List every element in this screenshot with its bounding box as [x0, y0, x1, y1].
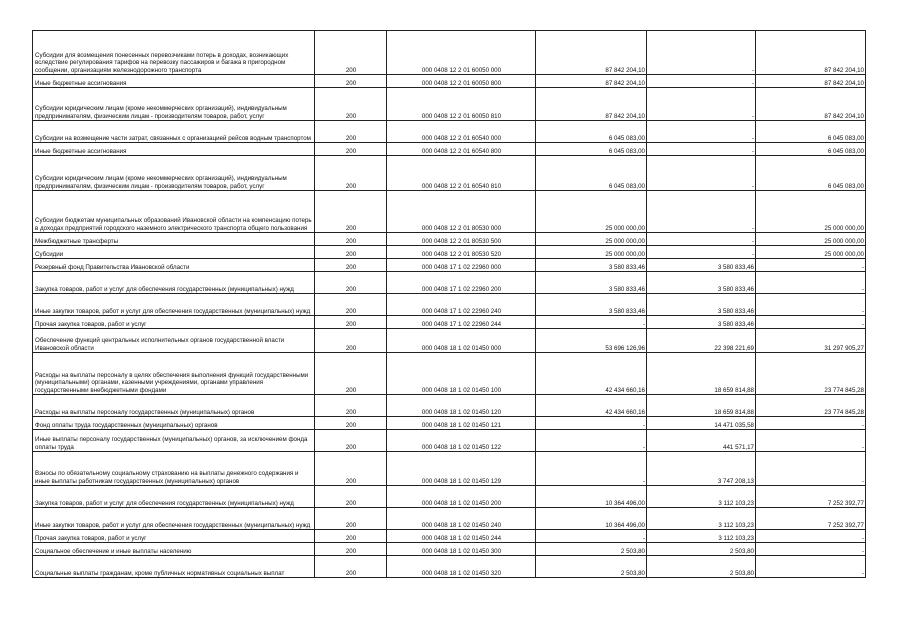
row-budget-code: 000 0408 18 1 02 01450 120 [387, 395, 536, 417]
table-row [33, 272, 866, 294]
table-row [33, 395, 866, 417]
row-budget-code: 000 0408 12 2 01 80530 500 [387, 233, 536, 246]
row-unexecuted: 6 045 083,00 [756, 143, 866, 156]
row-admin-code: 200 [315, 395, 387, 417]
row-executed: 3 580 833,46 [647, 294, 756, 316]
table-row [33, 88, 866, 121]
row-approved: 25 000 000,00 [536, 233, 647, 246]
table-row [33, 75, 866, 88]
row-approved: 25 000 000,00 [536, 191, 647, 233]
row-unexecuted: - [756, 452, 866, 486]
row-unexecuted: 23 774 845,28 [756, 395, 866, 417]
row-unexecuted: - [756, 272, 866, 294]
table-row [33, 417, 866, 430]
row-executed: 3 112 103,23 [647, 530, 756, 543]
row-name: Расходы на выплаты персоналу государственных (муниципальных) органов [33, 395, 315, 417]
row-admin-code: 200 [315, 430, 387, 452]
row-unexecuted: 23 774 845,28 [756, 353, 866, 395]
row-budget-code: 000 0408 18 1 02 01450 122 [387, 430, 536, 452]
row-admin-code: 200 [315, 294, 387, 316]
table-row [33, 452, 866, 486]
row-unexecuted: 7 252 392,77 [756, 486, 866, 508]
row-unexecuted: - [756, 259, 866, 272]
row-admin-code: 200 [315, 259, 387, 272]
row-name: Резервный фонд Правительства Ивановской области [33, 259, 315, 272]
row-executed: 3 747 208,13 [647, 452, 756, 486]
row-name: Субсидии [33, 246, 315, 259]
table-row [33, 31, 866, 75]
row-executed: - [647, 75, 756, 88]
table-row [33, 191, 866, 233]
row-approved: - [536, 530, 647, 543]
row-executed: 3 112 103,23 [647, 486, 756, 508]
row-approved: 2 503,80 [536, 556, 647, 578]
row-approved: - [536, 452, 647, 486]
row-unexecuted: - [756, 556, 866, 578]
row-budget-code: 000 0408 17 1 02 22960 200 [387, 272, 536, 294]
row-executed: - [647, 31, 756, 75]
row-budget-code: 000 0408 18 1 02 01450 129 [387, 452, 536, 486]
row-executed: 3 580 833,46 [647, 259, 756, 272]
row-name: Иные бюджетные ассигнования [33, 143, 315, 156]
row-name: Социальное обеспечение и иные выплаты населению [33, 543, 315, 556]
row-budget-code: 000 0408 18 1 02 01450 320 [387, 556, 536, 578]
row-name: Прочая закупка товаров, работ и услуг [33, 530, 315, 543]
table-row [33, 353, 866, 395]
row-executed: - [647, 88, 756, 121]
row-executed: 18 659 814,88 [647, 353, 756, 395]
row-budget-code: 000 0408 18 1 02 01450 244 [387, 530, 536, 543]
table-row [33, 530, 866, 543]
row-unexecuted: - [756, 294, 866, 316]
row-unexecuted: - [756, 530, 866, 543]
row-admin-code: 200 [315, 543, 387, 556]
row-name: Субсидии юридическим лицам (кроме некоммерческих организаций), индивидуальным предпринимателям, физическим лицам - производителям товаров, работ, услуг [33, 88, 315, 121]
table-row [33, 121, 866, 143]
row-unexecuted: - [756, 430, 866, 452]
row-unexecuted: 87 842 204,10 [756, 75, 866, 88]
table-row [33, 508, 866, 530]
table-row [33, 430, 866, 452]
row-admin-code: 200 [315, 143, 387, 156]
row-admin-code: 200 [315, 191, 387, 233]
table-row [33, 543, 866, 556]
row-executed: 2 503,80 [647, 556, 756, 578]
row-executed: 22 398 221,69 [647, 329, 756, 353]
row-unexecuted: 6 045 083,00 [756, 156, 866, 191]
row-approved: 42 434 660,16 [536, 353, 647, 395]
row-admin-code: 200 [315, 233, 387, 246]
row-unexecuted: 25 000 000,00 [756, 233, 866, 246]
row-budget-code: 000 0408 17 1 02 22960 240 [387, 294, 536, 316]
budget-execution-table [32, 30, 866, 578]
table-row [33, 486, 866, 508]
row-admin-code: 200 [315, 121, 387, 143]
table-row [33, 556, 866, 578]
row-approved: 10 364 496,00 [536, 486, 647, 508]
row-executed: - [647, 191, 756, 233]
row-unexecuted: - [756, 543, 866, 556]
row-admin-code: 200 [315, 75, 387, 88]
row-budget-code: 000 0408 18 1 02 01450 121 [387, 417, 536, 430]
row-budget-code: 000 0408 12 2 01 60050 810 [387, 88, 536, 121]
row-name: Иные закупки товаров, работ и услуг для обеспечения государственных (муниципальных) нужд [33, 294, 315, 316]
row-budget-code: 000 0408 12 2 01 60050 000 [387, 31, 536, 75]
row-approved: 6 045 083,00 [536, 121, 647, 143]
row-approved: 3 580 833,46 [536, 272, 647, 294]
row-name: Фонд оплаты труда государственных (муниципальных) органов [33, 417, 315, 430]
row-approved: 6 045 083,00 [536, 156, 647, 191]
row-budget-code: 000 0408 12 2 01 60540 000 [387, 121, 536, 143]
row-admin-code: 200 [315, 316, 387, 329]
row-name: Межбюджетные трансферты [33, 233, 315, 246]
row-name: Субсидии на возмещение части затрат, связанных с организацией рейсов водным транспортом [33, 121, 315, 143]
row-budget-code: 000 0408 17 1 02 22960 000 [387, 259, 536, 272]
row-admin-code: 200 [315, 31, 387, 75]
row-admin-code: 200 [315, 556, 387, 578]
row-name: Субсидии для возмещения понесенных перевозчиками потерь в доходах, возникающих вследствие регулирования тарифов на перевозку пассажиров и багажа в пригородном сообщении, организациям железнодорожного транспорта [33, 31, 315, 75]
table-row [33, 246, 866, 259]
row-admin-code: 200 [315, 486, 387, 508]
row-unexecuted: - [756, 316, 866, 329]
row-admin-code: 200 [315, 329, 387, 353]
row-name: Социальные выплаты гражданам, кроме публичных нормативных социальных выплат [33, 556, 315, 578]
row-name: Иные закупки товаров, работ и услуг для обеспечения государственных (муниципальных) нужд [33, 508, 315, 530]
row-name: Обеспечение функций центральных исполнительных органов государственной власти Ивановской области [33, 329, 315, 353]
row-budget-code: 000 0408 18 1 02 01450 000 [387, 329, 536, 353]
row-admin-code: 200 [315, 508, 387, 530]
row-admin-code: 200 [315, 156, 387, 191]
row-unexecuted: 25 000 000,00 [756, 191, 866, 233]
row-budget-code: 000 0408 12 2 01 80530 000 [387, 191, 536, 233]
row-name: Иные выплаты персоналу государственных (муниципальных) органов, за исключением фонда оплаты труда [33, 430, 315, 452]
row-name: Закупка товаров, работ и услуг для обеспечения государственных (муниципальных) нужд [33, 272, 315, 294]
row-unexecuted: 87 842 204,10 [756, 31, 866, 75]
row-unexecuted: 31 297 905,27 [756, 329, 866, 353]
row-name: Расходы на выплаты персоналу в целях обеспечения выполнения функций государственными (муниципальными) органами, казенными учреждениями, органами управления государственными внебюджетными фондами [33, 353, 315, 395]
row-approved: 25 000 000,00 [536, 246, 647, 259]
row-admin-code: 200 [315, 353, 387, 395]
row-admin-code: 200 [315, 88, 387, 121]
row-admin-code: 200 [315, 272, 387, 294]
row-approved: 3 580 833,46 [536, 259, 647, 272]
row-name: Прочая закупка товаров, работ и услуг [33, 316, 315, 329]
row-executed: - [647, 233, 756, 246]
table-row [33, 329, 866, 353]
row-executed: 3 112 103,23 [647, 508, 756, 530]
row-executed: 3 580 833,46 [647, 316, 756, 329]
row-approved: 2 503,80 [536, 543, 647, 556]
row-approved: 87 842 204,10 [536, 88, 647, 121]
row-executed: - [647, 143, 756, 156]
row-unexecuted: - [756, 417, 866, 430]
row-name: Закупка товаров, работ и услуг для обеспечения государственных (муниципальных) нужд [33, 486, 315, 508]
table-row [33, 316, 866, 329]
table-row [33, 143, 866, 156]
row-budget-code: 000 0408 18 1 02 01450 200 [387, 486, 536, 508]
row-approved: 87 842 204,10 [536, 75, 647, 88]
row-executed: 18 659 814,88 [647, 395, 756, 417]
row-approved: 10 364 496,00 [536, 508, 647, 530]
row-admin-code: 200 [315, 530, 387, 543]
row-approved: - [536, 316, 647, 329]
row-budget-code: 000 0408 12 2 01 60050 800 [387, 75, 536, 88]
row-admin-code: 200 [315, 417, 387, 430]
row-admin-code: 200 [315, 452, 387, 486]
row-approved: - [536, 417, 647, 430]
row-unexecuted: 87 842 204,10 [756, 88, 866, 121]
row-executed: 14 471 035,58 [647, 417, 756, 430]
row-budget-code: 000 0408 18 1 02 01450 300 [387, 543, 536, 556]
row-approved: 6 045 083,00 [536, 143, 647, 156]
row-approved: 53 696 126,96 [536, 329, 647, 353]
row-executed: 2 503,80 [647, 543, 756, 556]
row-budget-code: 000 0408 12 2 01 60540 800 [387, 143, 536, 156]
row-unexecuted: 25 000 000,00 [756, 246, 866, 259]
row-name: Субсидии юридическим лицам (кроме некоммерческих организаций), индивидуальным предпринимателям, физическим лицам - производителям товаров, работ, услуг [33, 156, 315, 191]
row-executed: - [647, 246, 756, 259]
table-row [33, 233, 866, 246]
row-budget-code: 000 0408 18 1 02 01450 100 [387, 353, 536, 395]
row-budget-code: 000 0408 18 1 02 01450 240 [387, 508, 536, 530]
row-unexecuted: 6 045 083,00 [756, 121, 866, 143]
row-name: Иные бюджетные ассигнования [33, 75, 315, 88]
row-name: Взносы по обязательному социальному страхованию на выплаты денежного содержания и иные выплаты работникам государственных (муниципальных) органов [33, 452, 315, 486]
row-executed: 441 571,17 [647, 430, 756, 452]
row-approved: 87 842 204,10 [536, 31, 647, 75]
table-row [33, 294, 866, 316]
row-name: Субсидии бюджетам муниципальных образований Ивановской области на компенсацию потерь в доходах предприятий городского наземного электрического транспорта общего пользования [33, 191, 315, 233]
row-executed: 3 580 833,46 [647, 272, 756, 294]
row-budget-code: 000 0408 12 2 01 60540 810 [387, 156, 536, 191]
row-approved: 42 434 660,16 [536, 395, 647, 417]
row-budget-code: 000 0408 12 2 01 80530 520 [387, 246, 536, 259]
row-admin-code: 200 [315, 246, 387, 259]
row-unexecuted: 7 252 392,77 [756, 508, 866, 530]
table-row [33, 259, 866, 272]
row-budget-code: 000 0408 17 1 02 22960 244 [387, 316, 536, 329]
table-row [33, 156, 866, 191]
row-executed: - [647, 121, 756, 143]
row-approved: - [536, 430, 647, 452]
row-approved: 3 580 833,46 [536, 294, 647, 316]
row-executed: - [647, 156, 756, 191]
